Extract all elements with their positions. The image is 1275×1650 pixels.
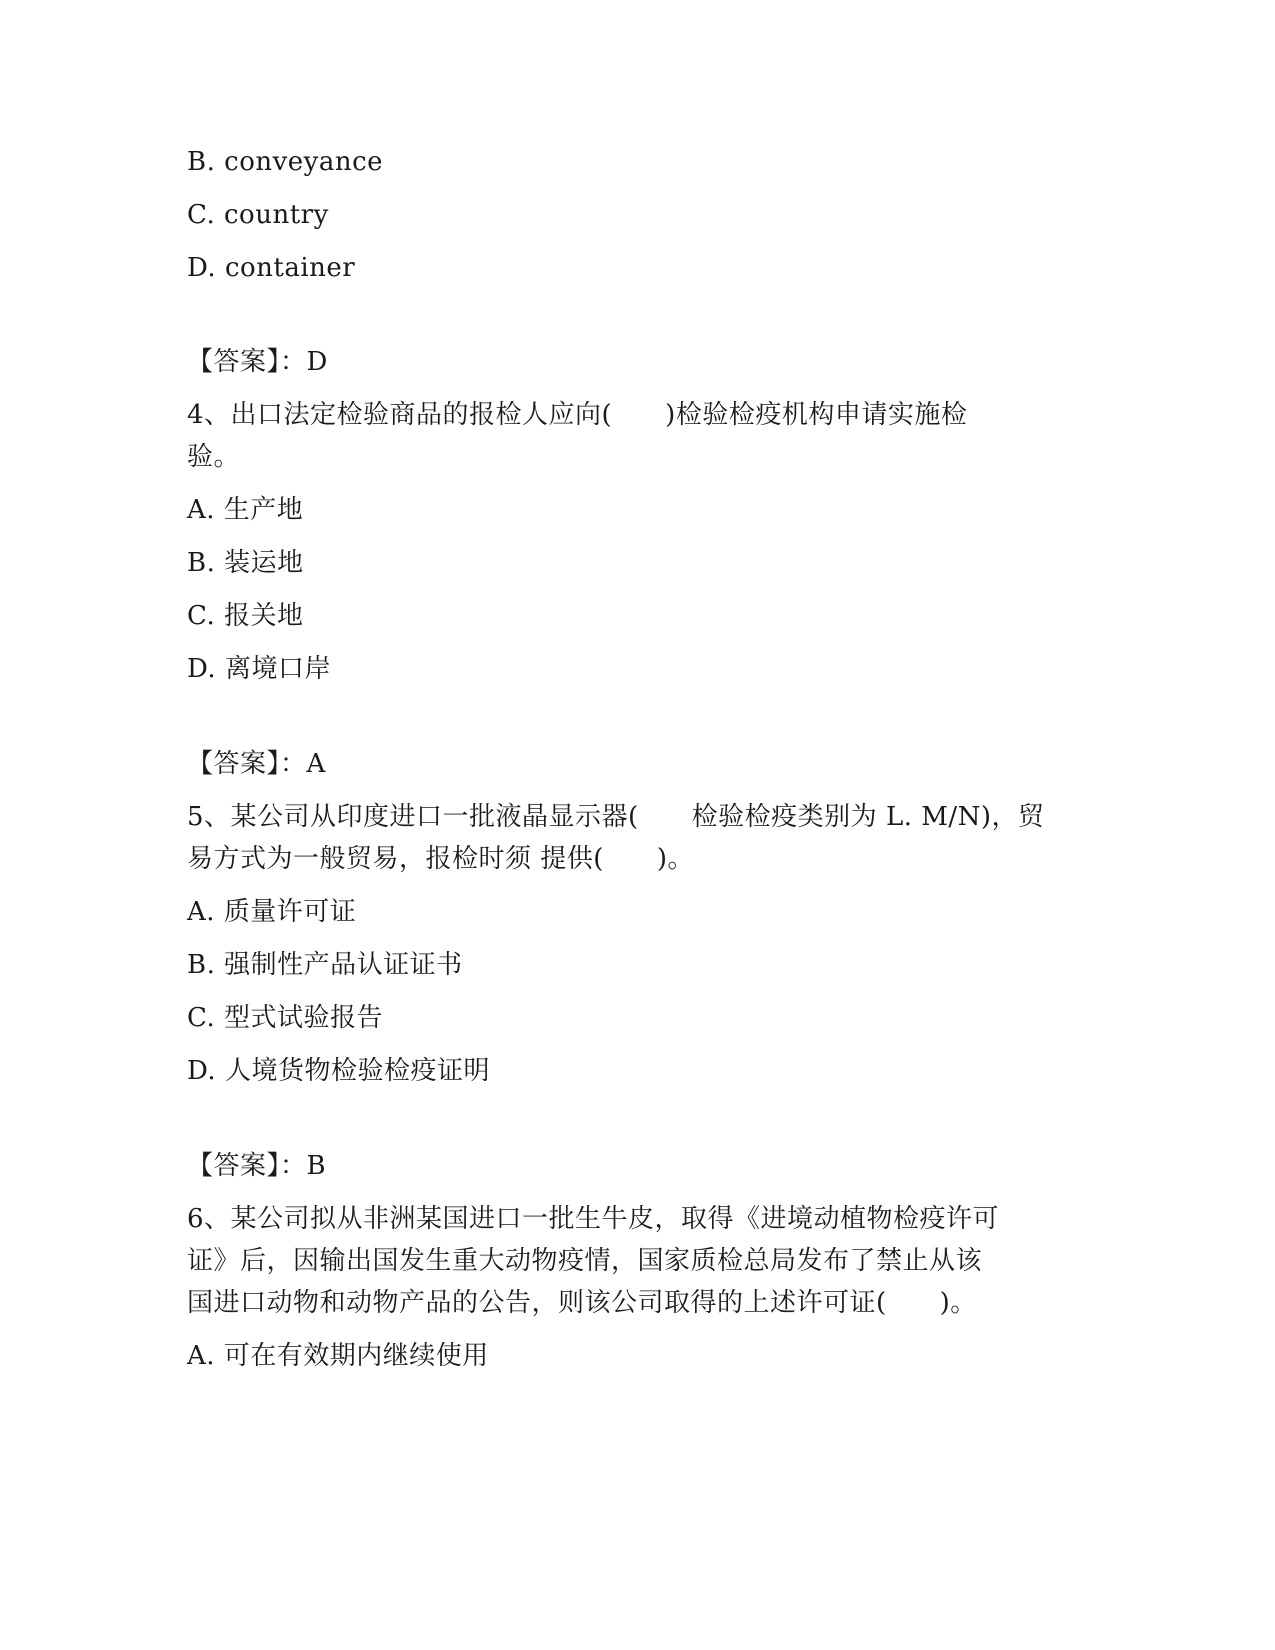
q5-option-d: D. 人境货物检验检疫证明 (187, 1056, 490, 1086)
q3-option-b: B. conveyance (187, 147, 384, 177)
q5-stem-line2: 易方式为一般贸易，报检时须 提供( )。 (187, 844, 695, 874)
q6-stem-line3: 国进口动物和动物产品的公告，则该公司取得的上述许可证( )。 (187, 1288, 977, 1318)
q5-answer: 【答案】：B (187, 1151, 327, 1181)
q6-stem-line1: 6、某公司拟从非洲某国进口一批生牛皮，取得《进境动植物检疫许可 (187, 1204, 1000, 1234)
q5-option-a: A. 质量许可证 (187, 897, 357, 927)
q4-answer: 【答案】：A (187, 749, 326, 779)
q6-stem-line2: 证》后，因输出国发生重大动物疫情，国家质检总局发布了禁止从该 (187, 1246, 983, 1276)
q3-option-d: D. container (187, 253, 356, 283)
q4-option-b: B. 装运地 (187, 548, 304, 578)
q3-answer: 【答案】：D (187, 347, 328, 377)
q5-stem-line1: 5、某公司从印度进口一批液晶显示器( 检验检疫类别为 L. M/N)，贸 (187, 802, 1045, 832)
q3-option-c: C. country (187, 200, 329, 230)
q4-stem-line1: 4、出口法定检验商品的报检人应向( )检验检疫机构申请实施检 (187, 400, 968, 430)
q4-option-a: A. 生产地 (187, 495, 304, 525)
q4-option-c: C. 报关地 (187, 601, 304, 631)
q4-stem-line2: 验。 (187, 442, 241, 472)
q6-option-a: A. 可在有效期内继续使用 (187, 1341, 489, 1371)
q4-option-d: D. 离境口岸 (187, 654, 331, 684)
q5-option-c: C. 型式试验报告 (187, 1003, 383, 1033)
q5-option-b: B. 强制性产品认证证书 (187, 950, 463, 980)
